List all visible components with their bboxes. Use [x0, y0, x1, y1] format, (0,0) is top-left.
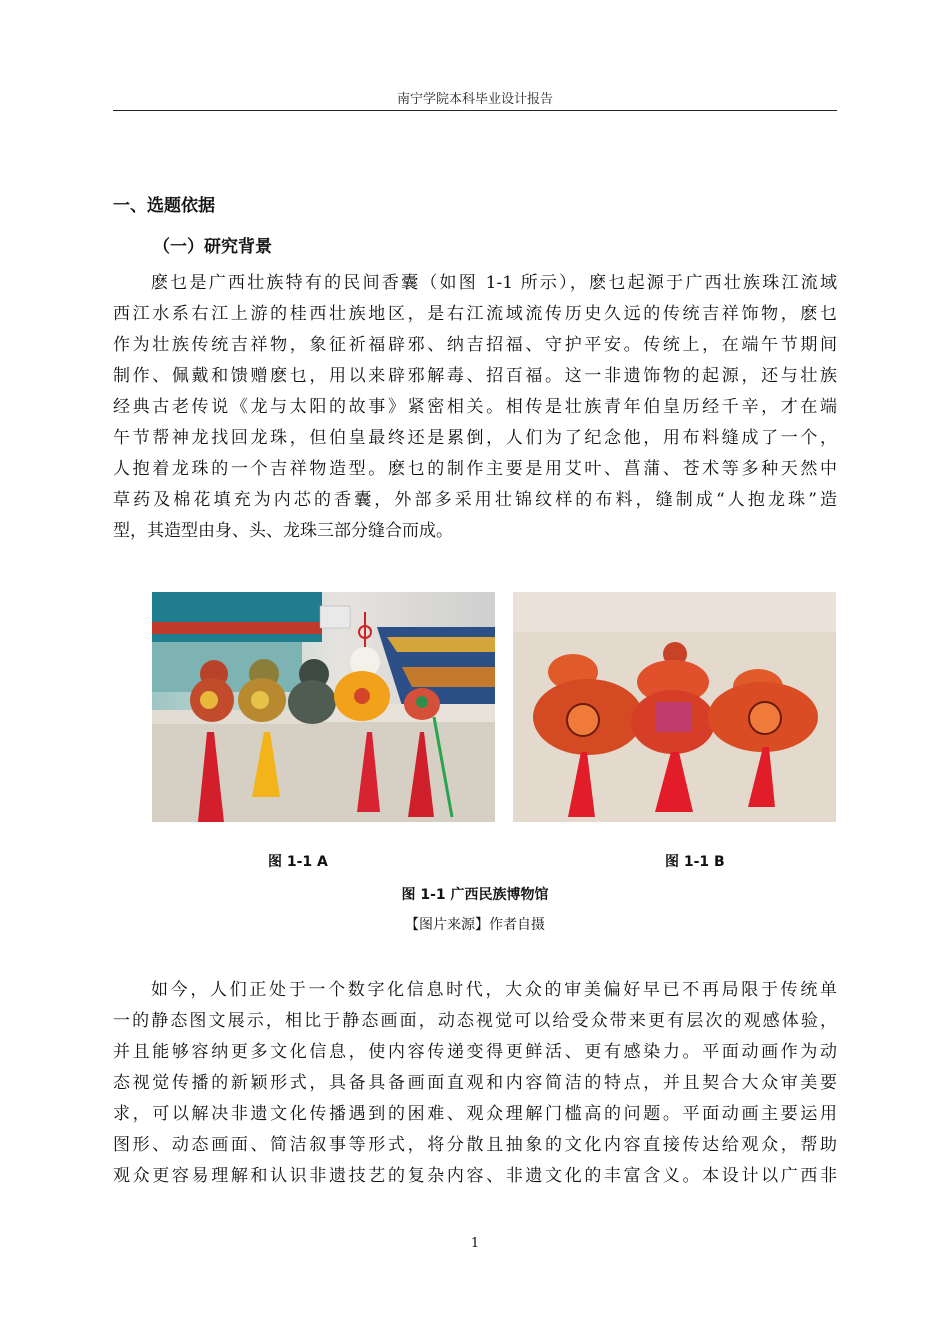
- section-heading: 一、选题依据: [113, 196, 215, 216]
- text-line: 草药及棉花填充为内芯的香囊，外部多采用壮锦纹样的布料，缝制成“人抱龙珠”造: [113, 490, 837, 510]
- text-line: 作为壮族传统吉祥物，象征祈福辟邪、纳吉招福、守护平安。传统上，在端午节期间: [113, 335, 837, 355]
- text-line: 型，其造型由身、头、龙珠三部分缝合而成。: [113, 521, 453, 541]
- text-line: 人抱着龙珠的一个吉祥物造型。麽乜的制作主要是用艾叶、菖蒲、苍术等多种天然中: [113, 459, 837, 479]
- text-line: 经典古老传说《龙与太阳的故事》紧密相关。相传是壮族青年伯皇历经千辛，才在端: [113, 397, 837, 417]
- text-line: 求，可以解决非遗文化传播遇到的困难、观众理解门槛高的问题。平面动画主要运用: [113, 1104, 837, 1124]
- text-line: 一的静态图文展示，相比于静态画面，动态视觉可以给受众带来更有层次的观感体验，: [113, 1011, 837, 1031]
- figure-photo-b: [513, 592, 836, 822]
- text-line: 西江水系右江上游的桂西壮族地区，是右江流域流传历史久远的传统吉祥饰物，麽乜: [113, 304, 837, 324]
- header-divider: [113, 110, 837, 111]
- text-line: 制作、佩戴和馈赠麽乜，用以来辟邪解毒、招百福。这一非遗饰物的起源，还与壮族: [113, 366, 837, 386]
- figure-caption-b: 图 1-1 B: [665, 854, 725, 870]
- paragraph-background: [113, 268, 837, 547]
- text-line: 并且能够容纳更多文化信息，使内容传递变得更鲜活、更有感染力。平面动画作为动: [113, 1042, 837, 1062]
- subsection-heading: （一）研究背景: [153, 237, 272, 257]
- text-line: 如今，人们正处于一个数字化信息时代，大众的审美偏好早已不再局限于传统单: [151, 980, 837, 1000]
- text-line: 观众更容易理解和认识非遗技艺的复杂内容、非遗文化的丰富含义。本设计以广西非: [113, 1166, 837, 1186]
- figure-caption: 图 1-1 广西民族博物馆: [401, 887, 549, 903]
- text-line: 麽乜是广西壮族特有的民间香囊（如图 1-1 所示），麽乜起源于广西壮族珠江流域: [151, 273, 837, 293]
- page-header: 南宁学院本科毕业设计报告: [396, 92, 553, 107]
- figure-photo-a: [152, 592, 495, 822]
- figure-source: 【图片来源】作者自摄: [405, 917, 545, 933]
- text-line: 图形、动态画面、简洁叙事等形式，将分散且抽象的文化内容直接传达给观众，帮助: [113, 1135, 837, 1155]
- paragraph-digital-era: [113, 975, 837, 1192]
- text-line: 午节帮神龙找回龙珠，但伯皇最终还是累倒，人们为了纪念他，用布料缝成了一个，: [113, 428, 837, 448]
- text-line: 态视觉传播的新颖形式，具备具备画面直观和内容简洁的特点，并且契合大众审美要: [113, 1073, 837, 1093]
- figure-caption-a: 图 1-1 A: [268, 854, 328, 870]
- page-number: 1: [470, 1236, 480, 1251]
